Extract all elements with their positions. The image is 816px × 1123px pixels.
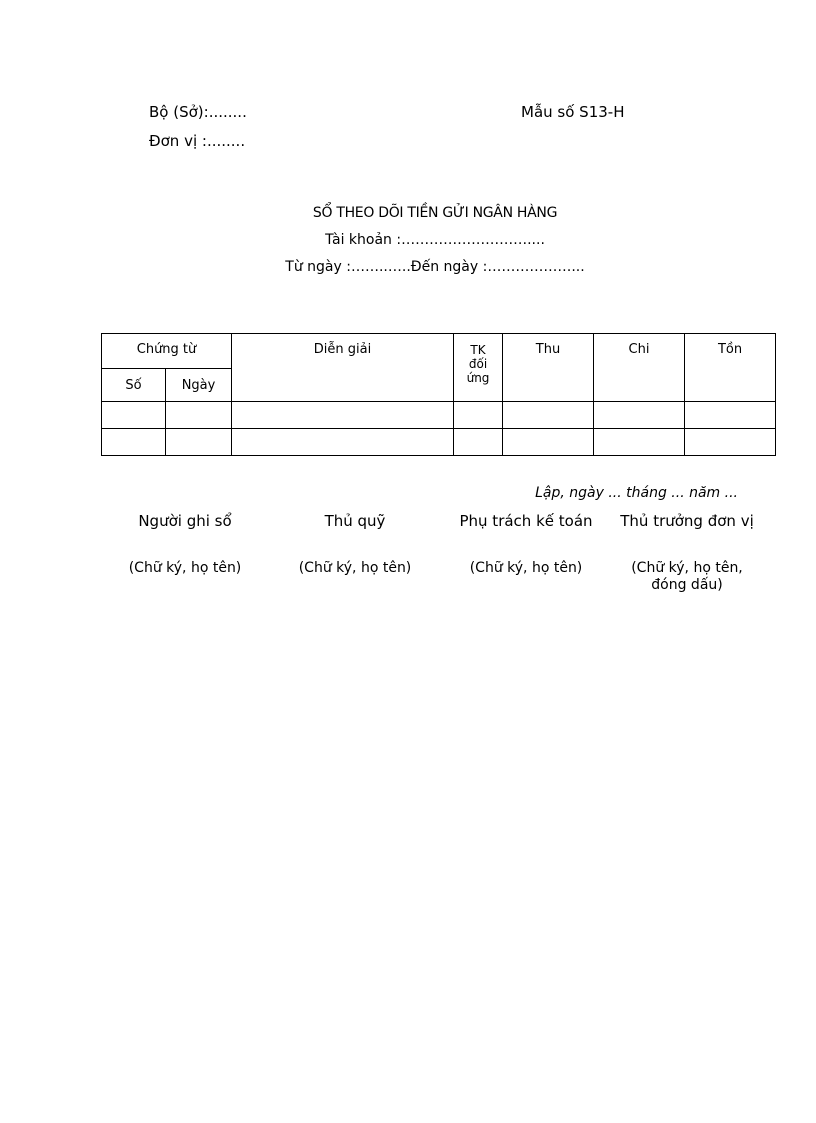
account-line: Tài khoản :………………………....: [325, 232, 545, 248]
ledger-table: [101, 333, 776, 456]
signature-note-bookkeeper: (Chữ ký, họ tên): [128, 560, 242, 576]
signature-title-cashier: Thủ quỹ: [324, 512, 386, 530]
voucher-header: Chứng từ: [102, 334, 232, 369]
table-cell: [503, 402, 594, 429]
signature-title-chief-accountant: Phụ trách kế toán: [459, 512, 593, 530]
table-cell: [685, 402, 776, 429]
table-cell: [454, 429, 503, 456]
signature-title-bookkeeper: Người ghi sổ: [138, 512, 232, 530]
table-cell: [454, 402, 503, 429]
signature-title-head-of-unit: Thủ trưởng đơn vị: [620, 512, 754, 530]
table-cell: [102, 429, 166, 456]
table-row: [102, 402, 776, 429]
table-row: [102, 429, 776, 456]
voucher-no-header: Số: [102, 369, 166, 402]
table-cell: [102, 402, 166, 429]
payments-header: Chi: [594, 334, 685, 402]
table-cell: [232, 429, 454, 456]
unit-field: Đơn vị :........: [149, 132, 246, 150]
table-cell: [232, 402, 454, 429]
document-title: SỔ THEO DÕI TIỀN GỬI NGÂN HÀNG: [312, 205, 558, 221]
voucher-date-header: Ngày: [166, 369, 232, 402]
table-cell: [503, 429, 594, 456]
table-cell: [166, 402, 232, 429]
description-header: Diễn giải: [232, 334, 454, 402]
signature-note-chief-accountant: (Chữ ký, họ tên): [469, 560, 583, 576]
signature-note-head-of-unit: (Chữ ký, họ tên, đóng dấu): [631, 560, 743, 593]
signing-date-line: Lập, ngày ... tháng ... năm ...: [535, 485, 738, 501]
date-range-line: Từ ngày :……..…..Đến ngày :………………...: [285, 259, 585, 275]
table-cell: [166, 429, 232, 456]
signature-note-cashier: (Chữ ký, họ tên): [298, 560, 412, 576]
contra-account-line-2: đối: [468, 357, 488, 371]
contra-account-line-1: TK: [470, 343, 486, 357]
table-cell: [594, 429, 685, 456]
form-code: Mẫu số S13-H: [521, 103, 625, 121]
contra-account-header: [454, 334, 503, 402]
agency-field: Bộ (Sở):........: [149, 103, 247, 121]
contra-account-line-3: ứng: [466, 371, 490, 385]
balance-header: Tồn: [685, 334, 776, 402]
receipts-header: Thu: [503, 334, 594, 402]
table-cell: [685, 429, 776, 456]
table-cell: [594, 402, 685, 429]
